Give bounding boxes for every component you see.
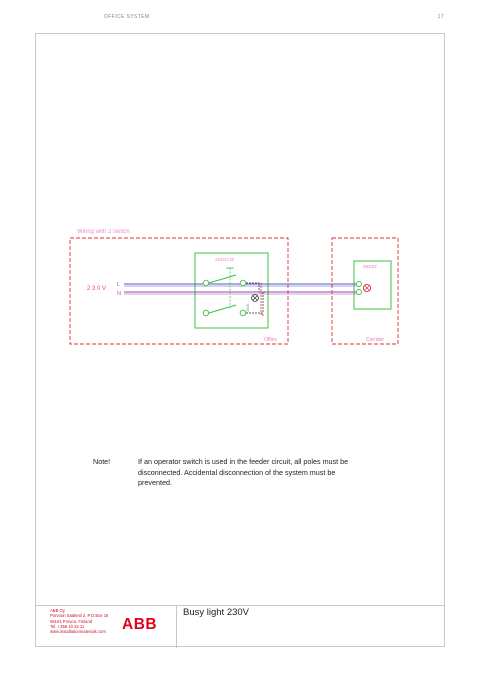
page-number: 17 — [437, 14, 444, 20]
corridor-unit-label: 2843/2 — [363, 264, 377, 269]
abb-logo-text: ABB — [122, 616, 158, 632]
header-section-title: OFFICE SYSTEM — [104, 14, 150, 20]
lamp-label: 2845 ... — [246, 300, 250, 312]
corridor-terminal-1 — [357, 282, 362, 287]
switch-terminal-2 — [240, 280, 246, 286]
company-street: Porvoon Sääketii 2, P.O.Box 16 — [50, 613, 109, 619]
footer-divider — [36, 605, 444, 606]
switch-lever-2 — [209, 305, 236, 313]
switch-terminal-1 — [203, 280, 209, 286]
abb-logo — [122, 615, 160, 632]
company-city: 06101 Porvoo, Finland — [50, 618, 93, 624]
switch-unit-label: 2845/2 Bl — [215, 257, 235, 262]
neutral-label: N — [117, 291, 121, 297]
wiring-diagram — [60, 220, 420, 360]
diagram-caption: Wiring with 2 switch — [77, 229, 130, 235]
company-address — [50, 608, 108, 634]
line-label: L — [117, 282, 121, 288]
corridor-terminal-2 — [357, 290, 362, 295]
switch-terminal-3 — [203, 310, 209, 316]
document-title: Busy light 230V — [183, 607, 250, 618]
switch-lever-1 — [209, 275, 236, 283]
corridor-label: Corridor — [366, 337, 385, 343]
supply-voltage-label: 2 3 0 V — [87, 286, 107, 292]
footer-column-divider — [176, 605, 177, 648]
company-website: www.installationmaterials.com — [50, 629, 106, 635]
switch-terminal-4 — [240, 310, 246, 316]
note-text: If an operator switch is used in the feeder circuit, all poles must be disconnected. Accidental disconnection of the system must be prevented. — [138, 457, 349, 487]
office-label: Office — [264, 337, 277, 343]
company-phone: Tel. +358 10 22 11 — [50, 623, 85, 629]
company-name: ABB Oy — [50, 608, 65, 613]
switch-unit-box — [195, 253, 268, 328]
note-label: Note! — [93, 457, 111, 466]
